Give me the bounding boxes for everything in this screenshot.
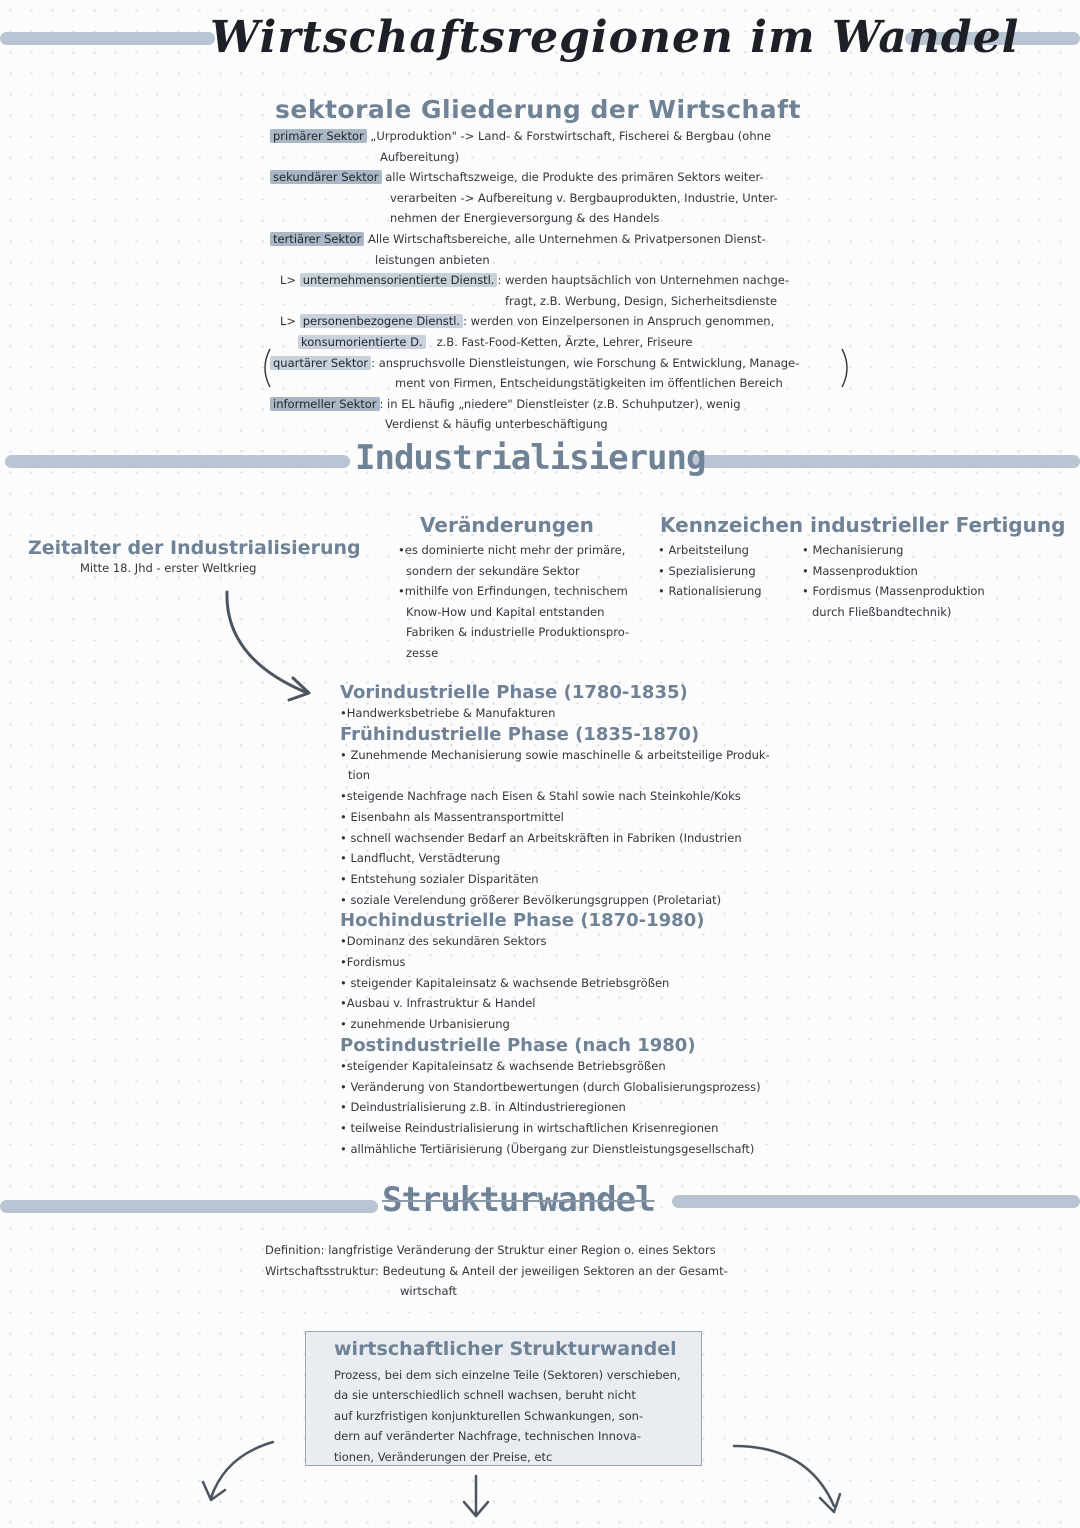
kennzeichen-item: • Massenproduktion xyxy=(802,563,918,578)
phase-item: • Veränderung von Standortbewertungen (durch Globalisierungsprozess) xyxy=(340,1079,761,1094)
kennzeichen-col2 xyxy=(802,540,985,622)
strukturwandel-box xyxy=(305,1331,702,1466)
curved-arrow-icon xyxy=(215,588,325,713)
box-line: Prozess, bei dem sich einzelne Teile (Sektoren) verschieben, xyxy=(334,1368,681,1382)
sub1-text-1: : werden hauptsächlich von Unternehmen nachge- xyxy=(497,273,789,288)
informal-text-1: : in EL häufig „niedere" Dienstleister (z.B. Schuhputzer), wenig xyxy=(379,396,741,411)
veraenderungen-line: Fabriken & industrielle Produktionspro- xyxy=(406,625,630,640)
primary-text-1: „Urproduktion" -> Land- & Forstwirtschaft, Fischerei & Bergbau (ohne xyxy=(370,129,771,143)
kennzeichen-heading: Kennzeichen industrieller Fertigung xyxy=(660,513,1066,537)
definition-line-2: Wirtschaftsstruktur: Bedeutung & Anteil der jeweiligen Sektoren an der Gesamt- xyxy=(265,1263,728,1278)
kennzeichen-item: • Spezialisierung xyxy=(658,563,756,578)
quartary-bracket xyxy=(258,346,854,390)
sub1-text-2: fragt, z.B. Werbung, Design, Sicherheitsdienste xyxy=(505,293,778,308)
tertiary-label: tertiärer Sektor xyxy=(270,232,364,246)
box-line: tionen, Veränderungen der Preise, etc xyxy=(334,1449,553,1464)
sub2-text-1: : werden von Einzelpersonen in Anspruch genommen, xyxy=(463,314,775,329)
phase-item: •steigende Nachfrage nach Eisen & Stahl sowie nach Steinkohle/Koks xyxy=(340,789,741,804)
sub2-text-2: z.B. Fast-Food-Ketten, Ärzte, Lehrer, Friseure xyxy=(436,334,693,349)
arrow-left-icon xyxy=(195,1436,280,1508)
phase-item: •Handwerksbetriebe & Manufakturen xyxy=(340,706,556,720)
veraenderungen-line: •mithilfe von Erfindungen, technischem xyxy=(398,584,628,599)
phase-item: • Zunehmende Mechanisierung sowie maschinelle & arbeitsteilige Produk- xyxy=(340,747,770,762)
phase-item: • steigender Kapitaleinsatz & wachsende Betriebsgrößen xyxy=(340,975,670,990)
phase-item: • allmähliche Tertiärisierung (Übergang zur Dienstleistungsgesellschaft) xyxy=(340,1141,755,1156)
phase-item: • soziale Verelendung größerer Bevölkerungsgruppen (Proletariat) xyxy=(340,892,722,907)
box-title: wirtschaftlicher Strukturwandel xyxy=(334,1338,677,1360)
phase-item: •Fordismus xyxy=(340,955,406,970)
quartary-text-2: ment von Firmen, Entscheidungstätigkeiten im öffentlichen Bereich xyxy=(395,376,783,391)
veraenderungen-list xyxy=(398,540,629,664)
phase-title-hochindustriell: Hochindustrielle Phase (1870-1980) xyxy=(340,910,705,932)
box-line: dern auf veränderter Nachfrage, technischen Innova- xyxy=(334,1429,641,1444)
secondary-text-2: verarbeiten -> Aufbereitung v. Bergbauprodukten, Industrie, Unter- xyxy=(390,190,778,205)
secondary-text-1: alle Wirtschaftszweige, die Produkte des primären Sektors weiter- xyxy=(385,170,764,185)
tertiary-text-1: Alle Wirtschaftsbereiche, alle Unternehmen & Privatpersonen Dienst- xyxy=(367,231,766,246)
informal-label: informeller Sektor xyxy=(270,397,380,411)
title-band-left xyxy=(0,32,215,45)
phase-item: • Landflucht, Verstädterung xyxy=(340,851,501,866)
veraenderungen-line: zesse xyxy=(406,645,439,660)
arrow-down-icon xyxy=(458,1474,494,1522)
strukturwandel-heading: Strukturwandel xyxy=(382,1180,655,1220)
phase-item: • Deindustrialisierung z.B. in Altindustrieregionen xyxy=(340,1100,626,1115)
phasen-list xyxy=(340,682,770,1159)
phase-item: • zunehmende Urbanisierung xyxy=(340,1017,510,1032)
phase-item: •steigender Kapitaleinsatz & wachsende Betriebsgrößen xyxy=(340,1058,666,1073)
secondary-label: sekundärer Sektor xyxy=(270,170,382,184)
strukturwandel-band-right xyxy=(672,1195,1080,1208)
strukturwandel-band-left xyxy=(0,1200,378,1213)
tertiary-text-2: leistungen anbieten xyxy=(375,252,490,267)
industrialisierung-heading: Industrialisierung xyxy=(355,438,706,478)
quartary-text-1: : anspruchsvolle Dienstleistungen, wie Forschung & Entwicklung, Manage- xyxy=(371,355,800,370)
informal-text-2: Verdienst & häufig unterbeschäftigung xyxy=(385,417,608,432)
page-title: Wirtschaftsregionen im Wandel xyxy=(210,12,1020,63)
phase-item: • Eisenbahn als Massentransportmittel xyxy=(340,809,564,824)
industrialisierung-band-right xyxy=(690,455,1080,468)
phase-item: • Entstehung sozialer Disparitäten xyxy=(340,871,539,886)
phase-title-fruehindustriell: Frühindustrielle Phase (1835-1870) xyxy=(340,723,700,745)
kennzeichen-item: • Arbeitsteilung xyxy=(658,543,749,557)
definition-line-1: Definition: langfristige Veränderung der Struktur einer Region o. eines Sektors xyxy=(265,1243,716,1257)
quartary-label: quartärer Sektor xyxy=(270,356,371,370)
kennzeichen-item: durch Fließbandtechnik) xyxy=(812,604,952,619)
sub2-label-b: konsumorientierte D. xyxy=(298,335,426,349)
sub1-arrow: L> xyxy=(280,273,300,288)
sub2-label: personenbezogene Dienstl. xyxy=(300,314,463,328)
box-line: auf kurzfristigen konjunkturellen Schwankungen, son- xyxy=(334,1408,644,1423)
veraenderungen-line: Know-How und Kapital entstanden xyxy=(406,604,605,619)
sub2-arrow: L> xyxy=(280,314,300,329)
zeitalter-heading: Zeitalter der Industrialisierung xyxy=(28,537,361,559)
kennzeichen-col1 xyxy=(658,540,762,602)
veraenderungen-line: •es dominierte nicht mehr der primäre, xyxy=(398,543,626,557)
phase-title-postindustriell: Postindustrielle Phase (nach 1980) xyxy=(340,1034,696,1056)
box-line: da sie unterschiedlich schnell wachsen, beruht nicht xyxy=(334,1388,636,1403)
zeitalter-text: Mitte 18. Jhd - erster Weltkrieg xyxy=(80,561,257,575)
phase-item: • schnell wachsender Bedarf an Arbeitskräften in Fabriken (Industrien xyxy=(340,830,742,845)
definition-line-3: wirtschaft xyxy=(400,1284,457,1299)
veraenderungen-heading: Veränderungen xyxy=(420,513,594,537)
phase-item: • teilweise Reindustrialisierung in wirtschaftlichen Krisenregionen xyxy=(340,1120,719,1135)
strukturwandel-definition xyxy=(265,1240,825,1302)
kennzeichen-item: • Rationalisierung xyxy=(658,584,762,599)
veraenderungen-line: sondern der sekundäre Sektor xyxy=(406,563,580,578)
phase-item: •Ausbau v. Infrastruktur & Handel xyxy=(340,996,536,1011)
box-text xyxy=(334,1365,699,1467)
primary-text-2: Aufbereitung) xyxy=(380,149,460,164)
industrialisierung-band-left xyxy=(5,455,350,468)
phase-item: •Dominanz des sekundären Sektors xyxy=(340,934,547,949)
sektoral-heading: sektorale Gliederung der Wirtschaft xyxy=(275,95,802,124)
phase-title-vorindustriell: Vorindustrielle Phase (1780-1835) xyxy=(340,682,688,703)
primary-label: primärer Sektor xyxy=(270,129,367,143)
kennzeichen-item: • Fordismus (Massenproduktion xyxy=(802,584,985,599)
phase-item: tion xyxy=(348,768,371,783)
kennzeichen-item: • Mechanisierung xyxy=(802,543,904,557)
sub1-label: unternehmensorientierte Dienstl. xyxy=(300,273,498,287)
secondary-text-3: nehmen der Energieversorgung & des Handels xyxy=(390,211,660,226)
arrow-right-icon xyxy=(728,1436,848,1520)
